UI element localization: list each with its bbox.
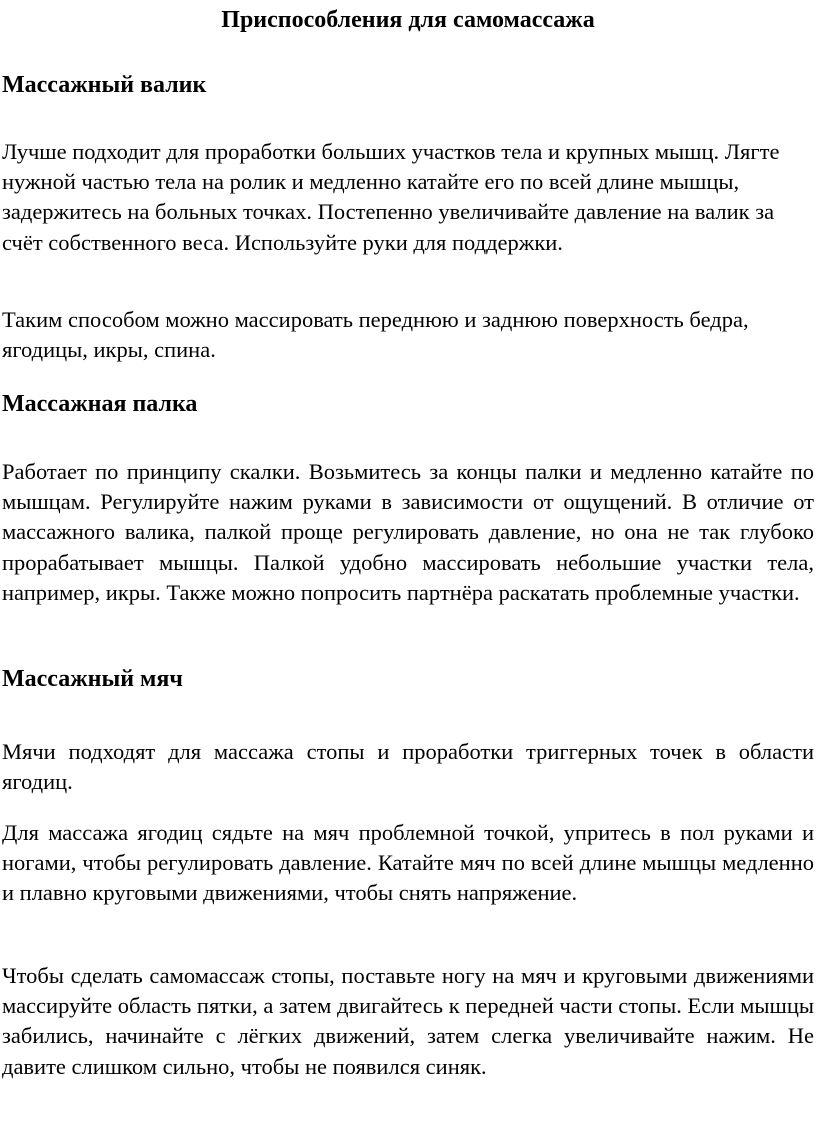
paragraph-ball-glutes: Для массажа ягодиц сядьте на мяч проблемной точкой, упритесь в пол руками и ногами, чтобы регулировать давление. Катайте мяч по всей длине мышцы медленно и плавно круговыми движениями, чтобы снять напряжение. (2, 820, 814, 906)
paragraph-roller-areas: Таким способом можно массировать переднюю и заднюю поверхность бедра, ягодицы, икры, спина. (2, 307, 749, 363)
section-heading-ball: Массажный мяч (2, 666, 183, 692)
section-heading-roller: Массажный валик (2, 72, 207, 98)
paragraph-ball-foot: Чтобы сделать самомассаж стопы, поставьте ногу на мяч и круговыми движениями массируйте область пятки, а затем двигайтесь к передней части стопы. Если мышцы забились, начинайте с лёгких движений, затем слегка увеличивайте нажим. Не давите слишком сильно, чтобы не появился синяк. (2, 963, 814, 1079)
section-heading-stick: Массажная палка (2, 391, 198, 417)
paragraph-ball-intro: Мячи подходят для массажа стопы и проработки триггерных точек в области ягодиц. (2, 739, 814, 795)
paragraph-stick-usage: Работает по принципу скалки. Возьмитесь за концы палки и медленно катайте по мышцам. Регулируйте нажим руками в зависимости от ощущений. В отличие от массажного валика, палкой проще регулировать давление, но она не так глубоко прорабатывает мышцы. Палкой удобно массировать небольшие участки тела, например, икры. Также можно попросить партнёра раскатать проблемные участки. (2, 459, 814, 605)
paragraph-roller-usage: Лучше подходит для проработки больших участков тела и крупных мышц. Лягте нужной частью тела на ролик и медленно катайте его по всей длине мышцы, задержитесь на больных точках. Постепенно увеличивайте давление на валик за счёт собственного веса. Используйте руки для поддержки. (2, 139, 780, 255)
document-title: Приспособления для самомассажа (221, 7, 595, 33)
